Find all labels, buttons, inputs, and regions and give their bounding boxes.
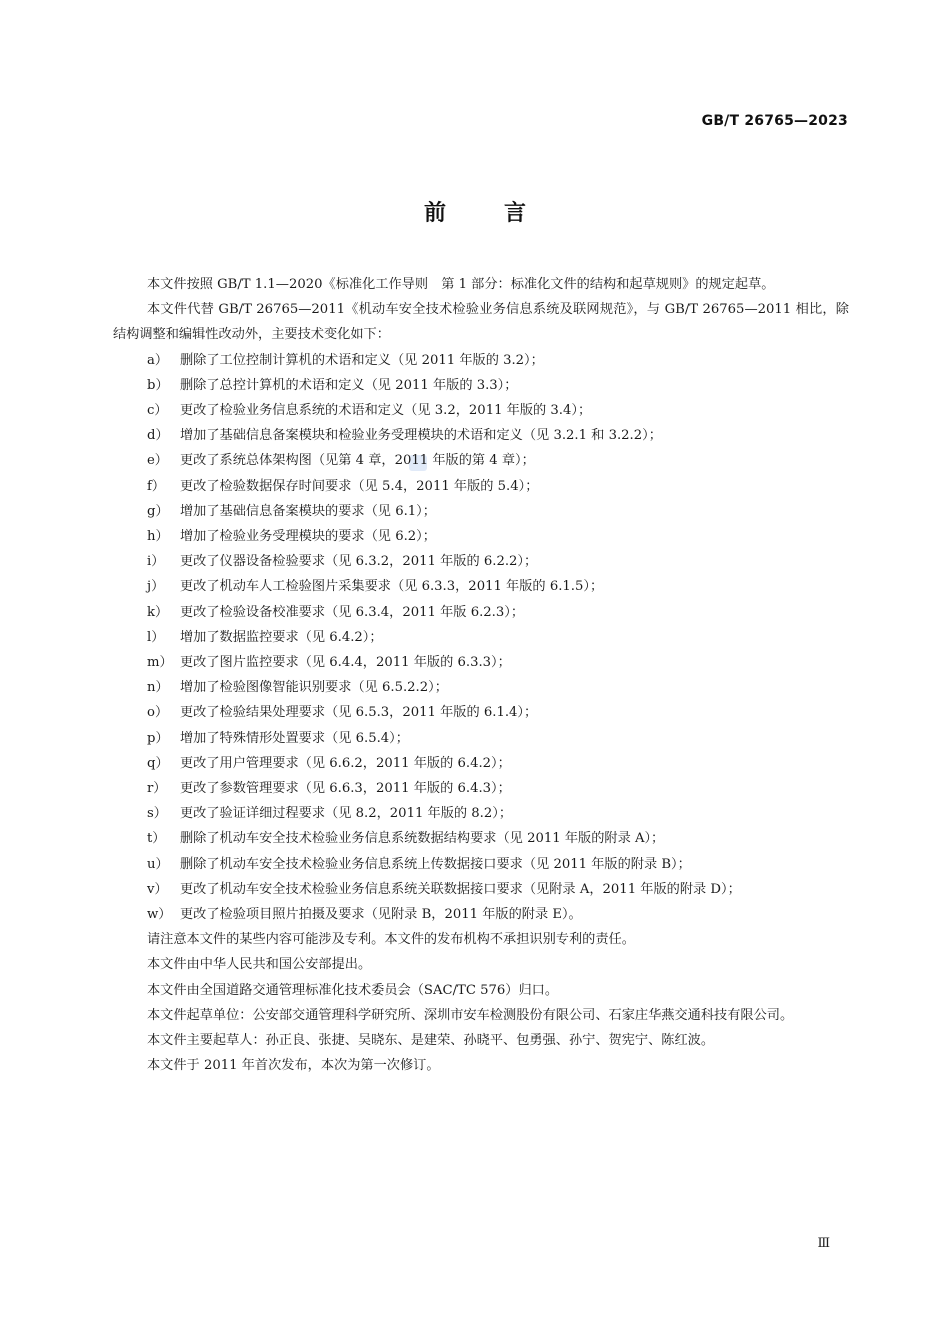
item-label: t）	[147, 831, 166, 847]
item-label: h）	[147, 529, 169, 545]
list-item	[113, 423, 849, 448]
item-text: 更改了图片监控要求（见 6.4.4，2011 年版的 6.3.3）；	[180, 655, 511, 671]
item-text: 更改了检验设备校准要求（见 6.3.4，2011 年版 6.2.3）；	[180, 604, 525, 620]
item-label: i）	[147, 554, 165, 570]
item-text: 删除了机动车安全技术检验业务信息系统上传数据接口要求（见 2011 年版的附录 B）；	[180, 856, 691, 872]
paragraph-patent-notice: 请注意本文件的某些内容可能涉及专利。本文件的发布机构不承担识别专利的责任。	[147, 932, 635, 948]
item-label: j）	[147, 579, 165, 595]
item-text: 更改了验证详细过程要求（见 8.2，2011 年版的 8.2）；	[180, 806, 513, 822]
list-item	[113, 877, 849, 902]
item-text: 更改了检验项目照片拍摄及要求（见附录 B，2011 年版的附录 E）。	[180, 907, 582, 923]
list-item	[113, 852, 849, 877]
list-item	[113, 574, 849, 599]
item-text: 增加了检验业务受理模块的要求（见 6.2）；	[180, 529, 436, 545]
paragraph-history: 本文件于 2011 年首次发布，本次为第一次修订。	[147, 1058, 440, 1074]
page-number: Ⅲ	[817, 1236, 830, 1251]
item-label: p）	[147, 730, 169, 746]
list-item	[113, 524, 849, 549]
item-text: 增加了检验图像智能识别要求（见 6.5.2.2）；	[180, 680, 448, 696]
item-label: u）	[147, 856, 169, 872]
item-label: v）	[147, 881, 168, 897]
list-item	[113, 474, 849, 499]
item-text: 增加了基础信息备案模块的要求（见 6.1）；	[180, 503, 436, 519]
list-item	[113, 499, 849, 524]
item-text: 删除了工位控制计算机的术语和定义（见 2011 年版的 3.2）；	[180, 352, 544, 368]
item-text: 增加了特殊情形处置要求（见 6.5.4）；	[180, 730, 409, 746]
item-label: b）	[147, 377, 169, 393]
foreword-body	[113, 272, 849, 1079]
item-label: q）	[147, 755, 169, 771]
list-item	[113, 625, 849, 650]
item-label: m）	[147, 655, 173, 671]
list-item	[113, 751, 849, 776]
item-text: 删除了机动车安全技术检验业务信息系统数据结构要求（见 2011 年版的附录 A）；	[180, 831, 665, 847]
page-title: 前言	[423, 201, 584, 226]
list-item	[113, 348, 849, 373]
document-code: GB/T 26765—2023	[701, 113, 848, 129]
item-label: g）	[147, 503, 169, 519]
paragraph-replacement: 本文件代替 GB/T 26765—2011《机动车安全技术检验业务信息系统及联网规范》，与 GB/T 26765—2011 相比，除结构调整和编辑性改动外，主要技术变化如下：	[113, 302, 849, 343]
item-label: s）	[147, 806, 167, 822]
list-item	[113, 826, 849, 851]
item-label: r）	[147, 781, 167, 797]
list-item	[113, 600, 849, 625]
item-label: l）	[147, 629, 165, 645]
item-label: e）	[147, 453, 168, 469]
paragraph-drafters: 本文件主要起草人：孙正良、张捷、吴晓东、是建荣、孙晓平、包勇强、孙宁、贺宪宁、陈红波。	[147, 1033, 715, 1049]
list-item	[113, 726, 849, 751]
item-label: o）	[147, 705, 169, 721]
item-text: 更改了检验业务信息系统的术语和定义（见 3.2，2011 年版的 3.4）；	[180, 403, 592, 419]
paragraph-drafting-rules: 本文件按照 GB/T 1.1—2020《标准化工作导则 第 1 部分：标准化文件的结构和起草规则》的规定起草。	[147, 277, 775, 292]
changes-list	[113, 348, 849, 928]
item-label: f）	[147, 478, 166, 494]
list-item	[113, 398, 849, 423]
item-text: 更改了检验数据保存时间要求（见 5.4，2011 年版的 5.4）；	[180, 478, 539, 494]
list-item	[113, 549, 849, 574]
item-label: c）	[147, 403, 168, 419]
list-item	[113, 801, 849, 826]
paragraph-proposer: 本文件由中华人民共和国公安部提出。	[147, 957, 372, 973]
item-text: 增加了基础信息备案模块和检验业务受理模块的术语和定义（见 3.2.1 和 3.2.2）；	[180, 428, 662, 444]
item-label: d）	[147, 428, 169, 444]
item-text: 更改了机动车人工检验图片采集要求（见 6.3.3，2011 年版的 6.1.5）；	[180, 579, 604, 595]
paragraph-drafting-units: 本文件起草单位：公安部交通管理科学研究所、深圳市安车检测股份有限公司、石家庄华燕交通科技有限公司。	[147, 1007, 794, 1023]
list-item	[113, 776, 849, 801]
list-item	[113, 373, 849, 398]
item-text: 更改了用户管理要求（见 6.6.2，2011 年版的 6.4.2）；	[180, 755, 511, 771]
list-item	[113, 902, 849, 927]
item-text: 更改了机动车安全技术检验业务信息系统关联数据接口要求（见附录 A，2011 年版的附录 D）；	[180, 881, 741, 897]
list-item	[113, 675, 849, 700]
item-text: 更改了参数管理要求（见 6.6.3，2011 年版的 6.4.3）；	[180, 781, 511, 797]
item-label: k）	[147, 604, 169, 620]
item-text: 增加了数据监控要求（见 6.4.2）；	[180, 629, 383, 645]
list-item	[113, 700, 849, 725]
list-item	[113, 650, 849, 675]
item-label: a）	[147, 352, 169, 368]
item-text: 删除了总控计算机的术语和定义（见 2011 年版的 3.3）；	[180, 377, 518, 393]
paragraph-committee: 本文件由全国道路交通管理标准化技术委员会（SAC/TC 576）归口。	[147, 982, 559, 998]
item-label: n）	[147, 680, 169, 696]
item-text: 更改了检验结果处理要求（见 6.5.3，2011 年版的 6.1.4）；	[180, 705, 538, 721]
item-text: 更改了系统总体架构图（见第 4 章，2011 年版的第 4 章）；	[180, 453, 535, 469]
list-item	[113, 448, 849, 473]
item-label: w）	[147, 907, 172, 923]
item-text: 更改了仪器设备检验要求（见 6.3.2，2011 年版的 6.2.2）；	[180, 554, 538, 570]
